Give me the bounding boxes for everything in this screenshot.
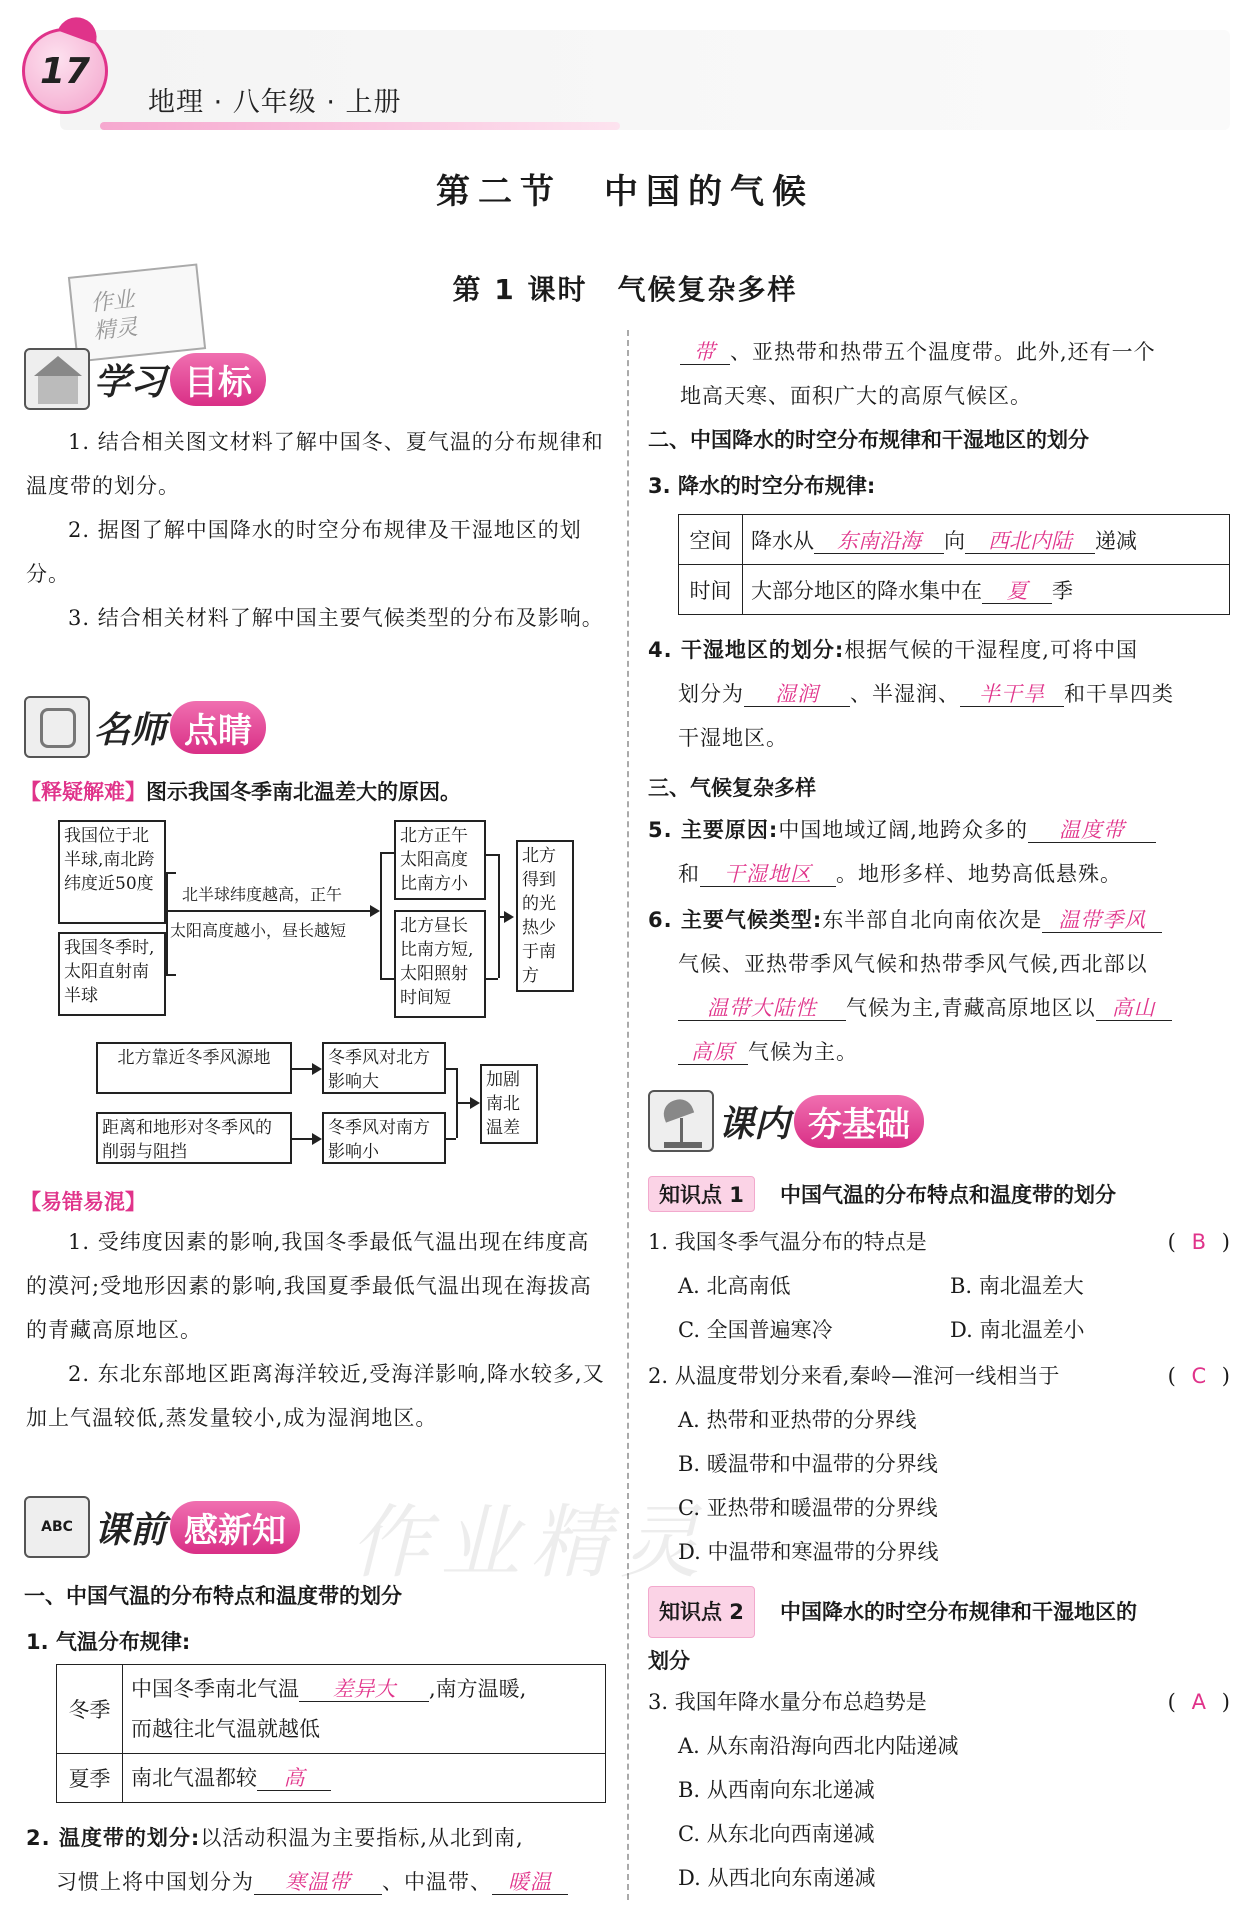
in-class-word2: 夯基础 bbox=[794, 1095, 924, 1148]
space-label: 空间 bbox=[679, 515, 743, 565]
q4-text-3: 、半湿润、 bbox=[850, 682, 960, 706]
kp2-title-1: 中国降水的时空分布规律和干湿地区的 bbox=[780, 1600, 1138, 1624]
diagram-connector bbox=[486, 978, 498, 980]
teacher-tips-word2: 点睛 bbox=[170, 701, 266, 754]
book-title: 地理 · 八年级 · 上册 bbox=[148, 87, 402, 118]
kp1-title: 中国气温的分布特点和温度带的划分 bbox=[780, 1183, 1117, 1207]
question-3-answer: A bbox=[1191, 1690, 1206, 1714]
abc-book-icon: ABC bbox=[24, 1496, 90, 1558]
q2-text-1: 以活动积温为主要指标,从北到南, bbox=[200, 1826, 524, 1850]
q4-text-4: 和干旱四类 bbox=[1064, 682, 1174, 706]
diagram-connector bbox=[166, 872, 176, 874]
in-class-word1: 课内 bbox=[718, 1103, 791, 1145]
q4-text-5: 干湿地区。 bbox=[678, 726, 788, 750]
kp1-tag: 知识点 1 bbox=[648, 1176, 755, 1212]
in-class-banner bbox=[648, 1090, 924, 1152]
kp2-title-2: 划分 bbox=[648, 1649, 690, 1673]
goal-item-1: 1. 结合相关图文材料了解中国冬、夏气温的分布规律和温度带的划分。 bbox=[26, 430, 604, 498]
winter-text-3: 而越往北气温就越低 bbox=[131, 1717, 320, 1741]
diagram-connector bbox=[166, 974, 176, 976]
teacher-tips-banner bbox=[24, 696, 266, 758]
q2-text-3: 、中温带、 bbox=[382, 1870, 492, 1894]
q2-answer-2a: 暖温 bbox=[492, 1871, 568, 1895]
confuse-item-1: 1. 受纬度因素的影响,我国冬季最低气温出现在纬度高的漠河;受地形因素的影响,我国夏季最低气温出现在海拔高的青藏高原地区。 bbox=[26, 1230, 592, 1342]
q6-answer-3b: 高原 bbox=[678, 1041, 748, 1065]
q2-text-4: 、亚热带和热带五个温度带。此外,还有一个 bbox=[730, 340, 1156, 364]
teacher-tips-word1: 名师 bbox=[94, 709, 167, 751]
diagram-box-g: 距离和地形对冬季风的削弱与阻挡 bbox=[96, 1112, 292, 1164]
goal-item-3: 3. 结合相关材料了解中国主要气候类型的分布及影响。 bbox=[68, 606, 604, 630]
question-2-option-d: D. 中温带和寒温带的分界线 bbox=[678, 1540, 939, 1564]
summer-label: 夏季 bbox=[57, 1754, 123, 1803]
q4-text-1: 根据气候的干湿程度,可将中国 bbox=[844, 638, 1138, 662]
time-label: 时间 bbox=[679, 565, 743, 615]
diagram-connector bbox=[486, 854, 498, 856]
winter-text-1: 中国冬季南北气温 bbox=[131, 1677, 299, 1701]
question-1-paren: ( B ) bbox=[1168, 1220, 1230, 1264]
question-3-option-a: A. 从东南沿海向西北内陆递减 bbox=[678, 1734, 959, 1758]
q6-text-3: 气候为主,青藏高原地区以 bbox=[846, 996, 1096, 1020]
q2-answer-2b: 带 bbox=[680, 341, 730, 365]
question-1-option-d: D. 南北温差小 bbox=[950, 1318, 1085, 1342]
confuse-list bbox=[26, 1220, 610, 1440]
q6-block bbox=[648, 898, 1230, 1074]
question-1 bbox=[648, 1220, 1230, 1352]
diagram-connector bbox=[446, 1138, 456, 1140]
header-pink-underline bbox=[100, 122, 620, 130]
question-2-option-b: B. 暖温带和中温带的分界线 bbox=[678, 1452, 938, 1476]
q6-text-1: 东半部自北向南依次是 bbox=[822, 908, 1043, 932]
q5-text-3: 。地形多样、地势高低悬殊。 bbox=[836, 862, 1122, 886]
diagram-box-f: 北方靠近冬季风源地 bbox=[96, 1042, 292, 1094]
summer-text: 南北气温都较 bbox=[131, 1766, 257, 1790]
diagram-connector bbox=[446, 1068, 456, 1070]
learning-goals-banner bbox=[24, 348, 266, 410]
q2-text-2: 习惯上将中国划分为 bbox=[56, 1870, 254, 1894]
summer-cell bbox=[123, 1754, 606, 1803]
diagram-box-h: 冬季风对北方影响大 bbox=[322, 1042, 446, 1094]
watermark: 作业精灵 bbox=[350, 1496, 710, 1589]
question-3 bbox=[648, 1680, 1230, 1900]
winter-cell bbox=[123, 1665, 606, 1754]
diagram-connector bbox=[380, 978, 394, 980]
diagram-box-i: 冬季风对南方影响小 bbox=[322, 1112, 446, 1164]
page-header bbox=[0, 0, 1250, 140]
q2-label: 2. 温度带的划分: bbox=[26, 1826, 201, 1850]
q6-answer-3a: 高山 bbox=[1096, 997, 1172, 1021]
column-divider bbox=[627, 330, 629, 1900]
question-3-paren: ( A ) bbox=[1168, 1680, 1230, 1724]
space-text-1: 降水从 bbox=[751, 528, 814, 553]
doubt-line bbox=[20, 776, 461, 806]
time-text-1: 大部分地区的降水集中在 bbox=[751, 578, 982, 603]
kp2-header bbox=[648, 1586, 1230, 1686]
diagram-connector bbox=[380, 852, 382, 978]
learning-goals-word1: 学习 bbox=[94, 361, 167, 403]
preview-banner bbox=[24, 1496, 300, 1558]
q5-label: 5. 主要原因: bbox=[648, 818, 779, 842]
backpack-icon bbox=[24, 696, 90, 758]
q4-answer-1: 湿润 bbox=[744, 683, 850, 707]
preview-word1: 课前 bbox=[94, 1509, 167, 1551]
preview-heading-3: 三、气候复杂多样 bbox=[648, 776, 816, 800]
q2-block bbox=[26, 1816, 610, 1904]
diagram-connector bbox=[166, 872, 168, 974]
diagram-box-a: 我国位于北半球,南北跨纬度近50度 bbox=[58, 820, 166, 924]
question-3-stem: 3. 我国年降水量分布总趋势是 bbox=[648, 1690, 927, 1714]
preview-word2: 感新知 bbox=[170, 1501, 300, 1554]
time-answer: 夏 bbox=[982, 580, 1052, 604]
q5-answer-1: 温度带 bbox=[1028, 819, 1156, 843]
kp2-tag: 知识点 2 bbox=[648, 1586, 755, 1638]
q5-text-1: 中国地域辽阔,地跨众多的 bbox=[778, 818, 1028, 842]
diagram-box-c: 北方正午太阳高度比南方小 bbox=[394, 820, 486, 900]
winter-label: 冬季 bbox=[57, 1665, 123, 1754]
desk-lamp-icon bbox=[648, 1090, 714, 1152]
diagram-arrow bbox=[292, 1138, 320, 1140]
stamp-text: 作业精灵 bbox=[89, 287, 139, 345]
learning-goals-list bbox=[26, 420, 604, 640]
summer-answer: 高 bbox=[257, 1767, 331, 1791]
q4-answer-2: 半干旱 bbox=[960, 683, 1064, 707]
q6-label: 6. 主要气候类型: bbox=[648, 908, 823, 932]
doubt-text: 图示我国冬季南北温差大的原因。 bbox=[146, 780, 461, 804]
time-cell bbox=[743, 565, 1230, 615]
question-2-stem: 2. 从温度带划分来看,秦岭—淮河一线相当于 bbox=[648, 1364, 1060, 1388]
confuse-label: 【易错易混】 bbox=[20, 1190, 146, 1214]
question-1-option-a: A. 北高南低 bbox=[678, 1274, 791, 1298]
question-3-option-b: B. 从西南向东北递减 bbox=[678, 1778, 875, 1802]
q6-answer-2: 温带大陆性 bbox=[678, 997, 846, 1021]
question-2-paren: ( C ) bbox=[1168, 1354, 1230, 1398]
question-2-answer: C bbox=[1191, 1364, 1207, 1388]
space-cell bbox=[743, 515, 1230, 565]
preview-heading-2: 二、中国降水的时空分布规律和干湿地区的划分 bbox=[648, 428, 1089, 452]
learning-goals-word2: 目标 bbox=[170, 353, 266, 406]
diagram-arrow-label-1: 北半球纬度越高，正午 bbox=[182, 885, 343, 904]
temperature-table bbox=[56, 1664, 606, 1803]
q5-block bbox=[648, 808, 1230, 896]
question-2-option-a: A. 热带和亚热带的分界线 bbox=[678, 1408, 917, 1432]
kp1-header bbox=[648, 1176, 1230, 1212]
time-text-2: 季 bbox=[1052, 578, 1073, 603]
q5-text-2: 和 bbox=[678, 862, 700, 886]
question-1-answer: B bbox=[1191, 1230, 1206, 1254]
diagram-arrow bbox=[168, 910, 378, 912]
goal-item-2: 2. 据图了解中国降水的时空分布规律及干湿地区的划分。 bbox=[26, 518, 582, 586]
diagram-connector bbox=[380, 852, 394, 854]
question-3-option-d: D. 从西北向东南递减 bbox=[678, 1866, 876, 1890]
q6-text-2: 气候、亚热带季风气候和热带季风气候,西北部以 bbox=[678, 952, 1148, 976]
doubt-label: 【释疑解难】 bbox=[20, 780, 146, 804]
confuse-item-2: 2. 东北东部地区距离海洋较近,受海洋影响,降水较多,又加上气温较低,蒸发量较小,成为湿润地区。 bbox=[26, 1362, 605, 1430]
q4-text-2: 划分为 bbox=[678, 682, 744, 706]
section-title: 第二节 中国的气候 bbox=[436, 172, 814, 212]
diagram-arrow bbox=[498, 916, 512, 918]
q6-answer-1: 温带季风 bbox=[1042, 909, 1162, 933]
space-answer-2: 西北内陆 bbox=[965, 530, 1095, 554]
question-2-option-c: C. 亚热带和暖温带的分界线 bbox=[678, 1496, 938, 1520]
q1-label: 1. 气温分布规律: bbox=[26, 1630, 191, 1654]
q2-continuation bbox=[680, 330, 1230, 418]
winter-answer: 差异大 bbox=[299, 1678, 429, 1702]
q5-answer-2: 干湿地区 bbox=[700, 863, 836, 887]
precipitation-table bbox=[678, 514, 1230, 615]
diagram-arrow bbox=[456, 1102, 478, 1104]
question-1-option-b: B. 南北温差大 bbox=[950, 1274, 1084, 1298]
space-text-2: 向 bbox=[944, 528, 965, 553]
q2-answer-1: 寒温带 bbox=[254, 1871, 382, 1895]
diagram-arrow bbox=[292, 1068, 320, 1070]
q6-text-4: 气候为主。 bbox=[748, 1040, 858, 1064]
question-2 bbox=[648, 1354, 1230, 1574]
preview-heading-1: 一、中国气温的分布特点和温度带的划分 bbox=[24, 1584, 402, 1608]
q4-block bbox=[648, 628, 1230, 760]
q3-label: 3. 降水的时空分布规律: bbox=[648, 474, 876, 498]
space-text-3: 递减 bbox=[1095, 528, 1137, 553]
diagram-box-j: 加剧南北温差 bbox=[480, 1064, 538, 1144]
question-1-option-c: C. 全国普遍寒冷 bbox=[678, 1318, 833, 1342]
diagram-box-d: 北方昼长比南方短,太阳照射时间短 bbox=[394, 910, 486, 1018]
diagram-box-b: 我国冬季时,太阳直射南半球 bbox=[58, 932, 166, 1016]
cause-diagram bbox=[0, 810, 620, 1190]
space-answer-1: 东南沿海 bbox=[814, 530, 944, 554]
winter-text-2: ,南方温暖, bbox=[429, 1677, 527, 1701]
question-1-stem: 1. 我国冬季气温分布的特点是 bbox=[648, 1230, 927, 1254]
question-3-option-c: C. 从东北向西南递减 bbox=[678, 1822, 875, 1846]
diagram-box-e: 北方得到的光热少于南方 bbox=[516, 840, 574, 992]
lesson-title: 第 1 课时 气候复杂多样 bbox=[452, 273, 798, 306]
diagram-arrow-label-2: 太阳高度越小，昼长越短 bbox=[170, 921, 347, 940]
page-number: 17 bbox=[39, 50, 91, 92]
school-icon bbox=[24, 348, 90, 410]
q2-text-5: 地高天寒、面积广大的高原气候区。 bbox=[680, 384, 1032, 408]
q4-label: 4. 干湿地区的划分: bbox=[648, 638, 845, 662]
